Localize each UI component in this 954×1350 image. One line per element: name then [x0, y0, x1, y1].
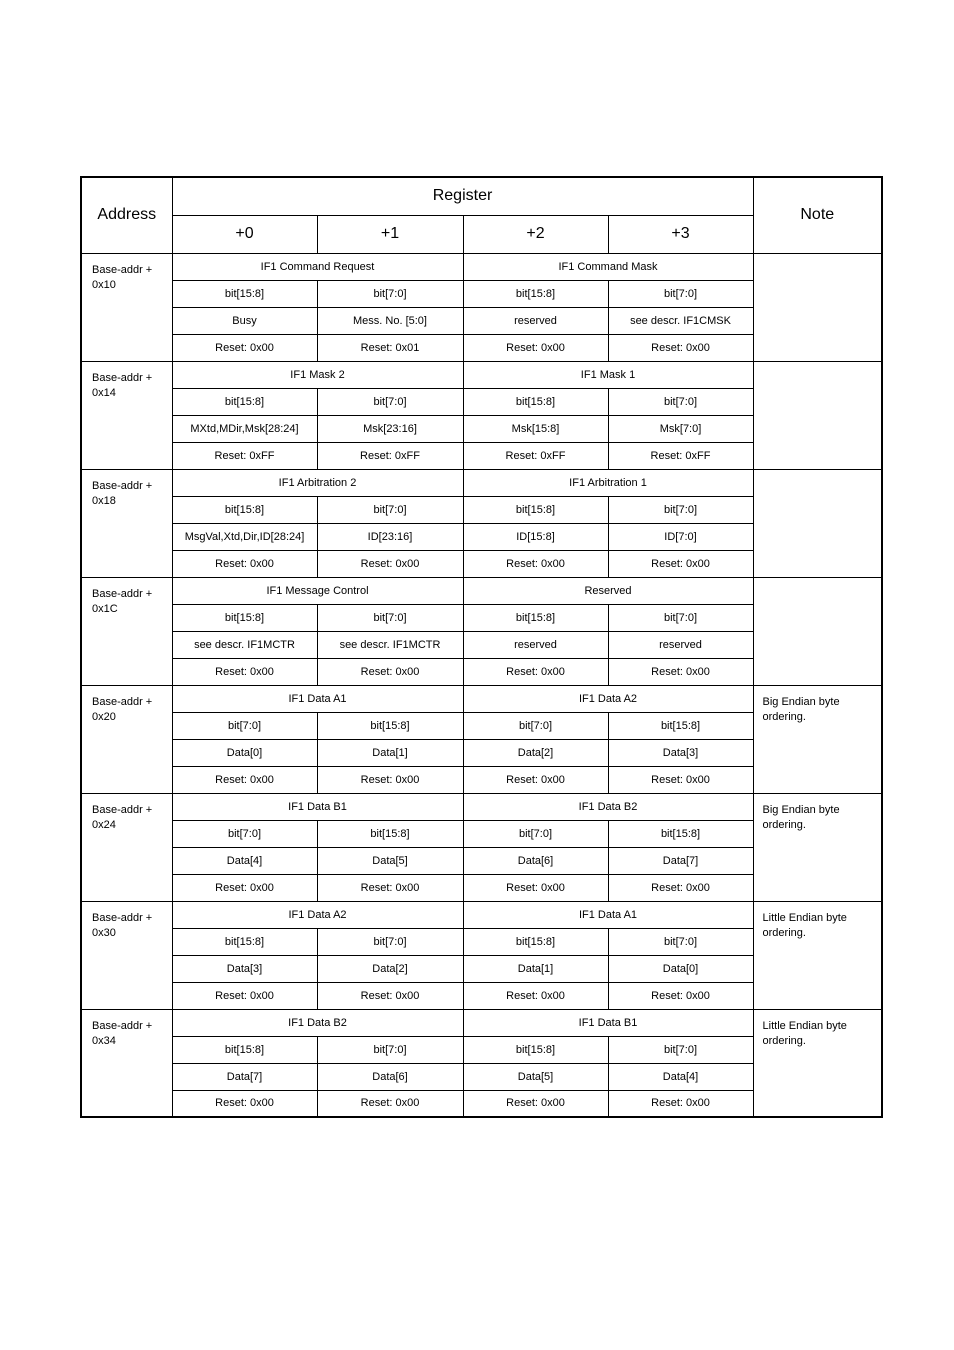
bit-range-cell: bit[7:0]: [463, 712, 608, 739]
bit-range-cell: bit[15:8]: [608, 820, 753, 847]
register-name-low: IF1 Mask 2: [172, 361, 463, 388]
reset-value-cell: Reset: 0x00: [463, 334, 608, 361]
field-name-cell: Data[0]: [608, 955, 753, 982]
field-name-cell: Data[4]: [172, 847, 317, 874]
reset-value-cell: Reset: 0x00: [608, 766, 753, 793]
address-cell: [81, 1009, 172, 1117]
field-name-cell: Data[3]: [172, 955, 317, 982]
register-name-low: IF1 Data B2: [172, 1009, 463, 1036]
register-group-row: [81, 901, 882, 928]
register-table: [80, 176, 883, 1118]
register-name-high: Reserved: [463, 577, 753, 604]
bit-range-cell: bit[7:0]: [317, 604, 463, 631]
field-name-cell: Data[2]: [463, 739, 608, 766]
reset-value-cell: Reset: 0x00: [608, 982, 753, 1009]
bit-range-cell: bit[15:8]: [463, 496, 608, 523]
address-base-label: Base-addr +: [92, 479, 153, 492]
bit-range-cell: bit[7:0]: [608, 280, 753, 307]
register-name-high: IF1 Data B1: [463, 1009, 753, 1036]
bit-range-cell: bit[15:8]: [317, 820, 463, 847]
bit-range-cell: bit[15:8]: [463, 928, 608, 955]
field-name-cell: Data[3]: [608, 739, 753, 766]
field-name-cell: MsgVal,Xtd,Dir,ID[28:24]: [172, 523, 317, 550]
reset-value-cell: Reset: 0x00: [172, 874, 317, 901]
bit-range-cell: bit[7:0]: [317, 388, 463, 415]
reset-value-cell: Reset: 0xFF: [463, 442, 608, 469]
field-name-cell: Msk[7:0]: [608, 415, 753, 442]
field-name-cell: Busy: [172, 307, 317, 334]
field-name-cell: Msk[23:16]: [317, 415, 463, 442]
field-name-cell: Data[1]: [463, 955, 608, 982]
bit-range-cell: bit[15:8]: [172, 388, 317, 415]
address-cell: [81, 685, 172, 793]
address-offset-label: 0x34: [92, 1034, 116, 1047]
address-base-label: Base-addr +: [92, 803, 153, 816]
field-name-cell: Data[5]: [317, 847, 463, 874]
reset-value-cell: Reset: 0x00: [608, 550, 753, 577]
bit-range-cell: bit[7:0]: [172, 712, 317, 739]
bit-range-cell: bit[7:0]: [317, 280, 463, 307]
reset-value-cell: Reset: 0x01: [317, 334, 463, 361]
address-cell: [81, 577, 172, 685]
field-name-cell: ID[23:16]: [317, 523, 463, 550]
register-name-high: IF1 Data A1: [463, 901, 753, 928]
reset-value-cell: Reset: 0x00: [463, 766, 608, 793]
reset-value-cell: Reset: 0x00: [317, 766, 463, 793]
reset-value-cell: Reset: 0x00: [608, 1090, 753, 1117]
field-name-cell: Data[2]: [317, 955, 463, 982]
field-name-cell: Data[7]: [172, 1063, 317, 1090]
field-name-cell: ID[15:8]: [463, 523, 608, 550]
address-offset-label: 0x1C: [92, 602, 118, 615]
reset-value-cell: Reset: 0x00: [172, 982, 317, 1009]
address-cell: [81, 793, 172, 901]
bit-range-cell: bit[7:0]: [317, 928, 463, 955]
bit-range-cell: bit[15:8]: [172, 604, 317, 631]
register-group-row: [81, 1009, 882, 1036]
reset-value-cell: Reset: 0x00: [463, 658, 608, 685]
bit-range-cell: bit[15:8]: [317, 712, 463, 739]
address-offset-label: 0x14: [92, 386, 116, 399]
register-name-high: IF1 Mask 1: [463, 361, 753, 388]
note-cell: Little Endian byte ordering.: [753, 1009, 882, 1117]
reset-value-cell: Reset: 0x00: [317, 874, 463, 901]
field-name-cell: reserved: [463, 631, 608, 658]
register-name-high: IF1 Command Mask: [463, 253, 753, 280]
bit-range-cell: bit[7:0]: [172, 820, 317, 847]
reset-value-cell: Reset: 0xFF: [608, 442, 753, 469]
field-name-cell: Data[6]: [317, 1063, 463, 1090]
field-name-cell: see descr. IF1MCTR: [317, 631, 463, 658]
note-cell: [753, 361, 882, 469]
field-name-cell: Data[7]: [608, 847, 753, 874]
reset-value-cell: Reset: 0x00: [463, 550, 608, 577]
field-name-cell: reserved: [608, 631, 753, 658]
bit-range-cell: bit[15:8]: [608, 712, 753, 739]
bit-range-cell: bit[15:8]: [463, 604, 608, 631]
bit-range-cell: bit[7:0]: [317, 1036, 463, 1063]
field-name-cell: Mess. No. [5:0]: [317, 307, 463, 334]
note-cell: Big Endian byte ordering.: [753, 685, 882, 793]
reset-value-cell: Reset: 0x00: [317, 658, 463, 685]
field-name-cell: see descr. IF1CMSK: [608, 307, 753, 334]
reset-value-cell: Reset: 0xFF: [172, 442, 317, 469]
reset-value-cell: Reset: 0x00: [317, 550, 463, 577]
bit-range-cell: bit[15:8]: [172, 928, 317, 955]
reset-value-cell: Reset: 0x00: [463, 874, 608, 901]
reset-value-cell: Reset: 0x00: [172, 766, 317, 793]
field-name-cell: reserved: [463, 307, 608, 334]
register-name-low: IF1 Data A1: [172, 685, 463, 712]
reset-value-cell: Reset: 0x00: [317, 982, 463, 1009]
address-base-label: Base-addr +: [92, 587, 153, 600]
address-offset-label: 0x10: [92, 278, 116, 291]
address-base-label: Base-addr +: [92, 1019, 153, 1032]
register-name-low: IF1 Command Request: [172, 253, 463, 280]
address-offset-label: 0x18: [92, 494, 116, 507]
address-offset-label: 0x30: [92, 926, 116, 939]
address-base-label: Base-addr +: [92, 371, 153, 384]
field-name-cell: Data[6]: [463, 847, 608, 874]
register-group-row: [81, 469, 882, 496]
address-offset-label: 0x20: [92, 710, 116, 723]
bit-range-cell: bit[15:8]: [463, 280, 608, 307]
register-name-low: IF1 Arbitration 2: [172, 469, 463, 496]
offset-header-0: +0: [172, 215, 317, 253]
register-group-row: [81, 577, 882, 604]
register-name-low: IF1 Data B1: [172, 793, 463, 820]
address-cell: [81, 901, 172, 1009]
reset-value-cell: Reset: 0x00: [608, 874, 753, 901]
field-name-cell: Msk[15:8]: [463, 415, 608, 442]
register-name-low: IF1 Data A2: [172, 901, 463, 928]
address-cell: [81, 253, 172, 361]
register-rows: [81, 253, 882, 1117]
offset-header-1: +1: [317, 215, 463, 253]
register-group-row: [81, 361, 882, 388]
note-cell: [753, 253, 882, 361]
register-name-low: IF1 Message Control: [172, 577, 463, 604]
bit-range-cell: bit[7:0]: [608, 1036, 753, 1063]
note-cell: Little Endian byte ordering.: [753, 901, 882, 1009]
bit-range-cell: bit[7:0]: [317, 496, 463, 523]
reset-value-cell: Reset: 0x00: [608, 658, 753, 685]
reset-value-cell: Reset: 0x00: [172, 550, 317, 577]
register-group-row: [81, 793, 882, 820]
reset-value-cell: Reset: 0xFF: [317, 442, 463, 469]
reset-value-cell: Reset: 0x00: [172, 334, 317, 361]
field-name-cell: Data[0]: [172, 739, 317, 766]
note-cell: Big Endian byte ordering.: [753, 793, 882, 901]
address-base-label: Base-addr +: [92, 263, 153, 276]
bit-range-cell: bit[7:0]: [608, 928, 753, 955]
reset-value-cell: Reset: 0x00: [608, 334, 753, 361]
field-name-cell: Data[5]: [463, 1063, 608, 1090]
bit-range-cell: bit[7:0]: [608, 496, 753, 523]
reset-value-cell: Reset: 0x00: [172, 658, 317, 685]
bit-range-cell: bit[7:0]: [608, 604, 753, 631]
reset-value-cell: Reset: 0x00: [463, 982, 608, 1009]
bit-range-cell: bit[15:8]: [172, 1036, 317, 1063]
address-column-header: Address: [81, 177, 172, 253]
register-group-row: [81, 253, 882, 280]
field-name-cell: MXtd,MDir,Msk[28:24]: [172, 415, 317, 442]
reset-value-cell: Reset: 0x00: [172, 1090, 317, 1117]
bit-range-cell: bit[15:8]: [463, 1036, 608, 1063]
bit-range-cell: bit[7:0]: [608, 388, 753, 415]
register-group-row: [81, 685, 882, 712]
register-name-high: IF1 Arbitration 1: [463, 469, 753, 496]
field-name-cell: Data[1]: [317, 739, 463, 766]
note-cell: [753, 469, 882, 577]
offset-header-3: +3: [608, 215, 753, 253]
register-column-header: Register: [172, 177, 753, 215]
note-cell: [753, 577, 882, 685]
address-cell: [81, 469, 172, 577]
address-base-label: Base-addr +: [92, 695, 153, 708]
register-name-high: IF1 Data A2: [463, 685, 753, 712]
offset-header-2: +2: [463, 215, 608, 253]
bit-range-cell: bit[15:8]: [172, 496, 317, 523]
bit-range-cell: bit[15:8]: [172, 280, 317, 307]
reset-value-cell: Reset: 0x00: [317, 1090, 463, 1117]
bit-range-cell: bit[15:8]: [463, 388, 608, 415]
field-name-cell: ID[7:0]: [608, 523, 753, 550]
address-base-label: Base-addr +: [92, 911, 153, 924]
address-offset-label: 0x24: [92, 818, 116, 831]
bit-range-cell: bit[7:0]: [463, 820, 608, 847]
reset-value-cell: Reset: 0x00: [463, 1090, 608, 1117]
field-name-cell: see descr. IF1MCTR: [172, 631, 317, 658]
note-column-header: Note: [753, 177, 882, 253]
field-name-cell: Data[4]: [608, 1063, 753, 1090]
register-name-high: IF1 Data B2: [463, 793, 753, 820]
address-cell: [81, 361, 172, 469]
